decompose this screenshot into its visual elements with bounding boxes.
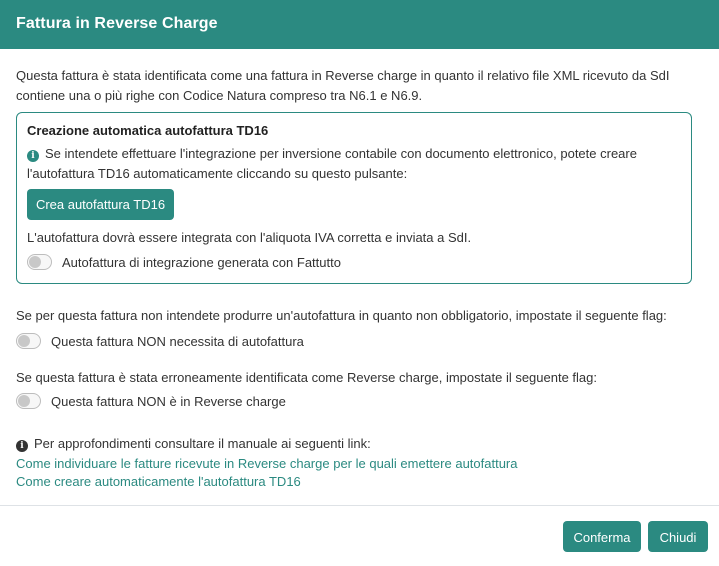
autofattura-generata-toggle[interactable] — [27, 254, 52, 270]
manual-link-individuare[interactable]: Come individuare le fatture ricevute in Reverse charge per le quali emettere autofattura — [16, 456, 518, 471]
no-autofattura-toggle[interactable] — [16, 333, 41, 349]
autofattura-box — [16, 112, 692, 284]
box-info-text: Se intendete effettuare l'integrazione per inversione contabile con documento elettronico, potete creare l'autofattura TD16 automaticamente cliccando su questo pulsante: — [27, 146, 637, 181]
no-reverse-label: Questa fattura NON è in Reverse charge — [51, 393, 286, 409]
info-icon: i — [16, 440, 28, 452]
no-autofattura-label: Questa fattura NON necessita di autofattura — [51, 333, 304, 349]
manual-text: Per approfondimenti consultare il manuale ai seguenti link: — [34, 436, 371, 451]
modal-header — [0, 0, 719, 49]
box-note: L'autofattura dovrà essere integrata con l'aliquota IVA corretta e inviata a SdI. — [27, 230, 472, 245]
modal-title: Fattura in Reverse Charge — [16, 15, 218, 32]
no-reverse-toggle[interactable] — [16, 393, 41, 409]
no-autofattura-text: Se per questa fattura non intendete produrre un'autofattura in quanto non obbligatorio, impostate il seguente flag: — [16, 308, 667, 323]
crea-autofattura-button[interactable]: Crea autofattura TD16 — [27, 189, 174, 220]
no-reverse-row — [16, 393, 286, 409]
no-autofattura-row — [16, 333, 304, 349]
close-button[interactable]: Chiudi — [648, 521, 708, 552]
manual-text-row — [16, 436, 371, 452]
no-reverse-text: Se questa fattura è stata erroneamente identificata come Reverse charge, impostate il seguente flag: — [16, 370, 598, 385]
modal-body — [16, 66, 706, 106]
autofattura-generata-row — [27, 254, 341, 270]
manual-link-creare[interactable]: Come creare automaticamente l'autofattura TD16 — [16, 474, 301, 489]
confirm-button[interactable]: Conferma — [563, 521, 641, 552]
footer-divider — [0, 505, 719, 506]
info-icon: i — [27, 150, 39, 162]
intro-text: Questa fattura è stata identificata come una fattura in Reverse charge in quanto il relativo file XML ricevuto da SdI contiene una o più righe con Codice Natura compreso tra N6.1 e N6.9. — [16, 68, 670, 103]
box-title: Creazione automatica autofattura TD16 — [27, 123, 269, 138]
box-info — [27, 144, 687, 184]
autofattura-generata-label: Autofattura di integrazione generata con Fattutto — [62, 254, 341, 270]
